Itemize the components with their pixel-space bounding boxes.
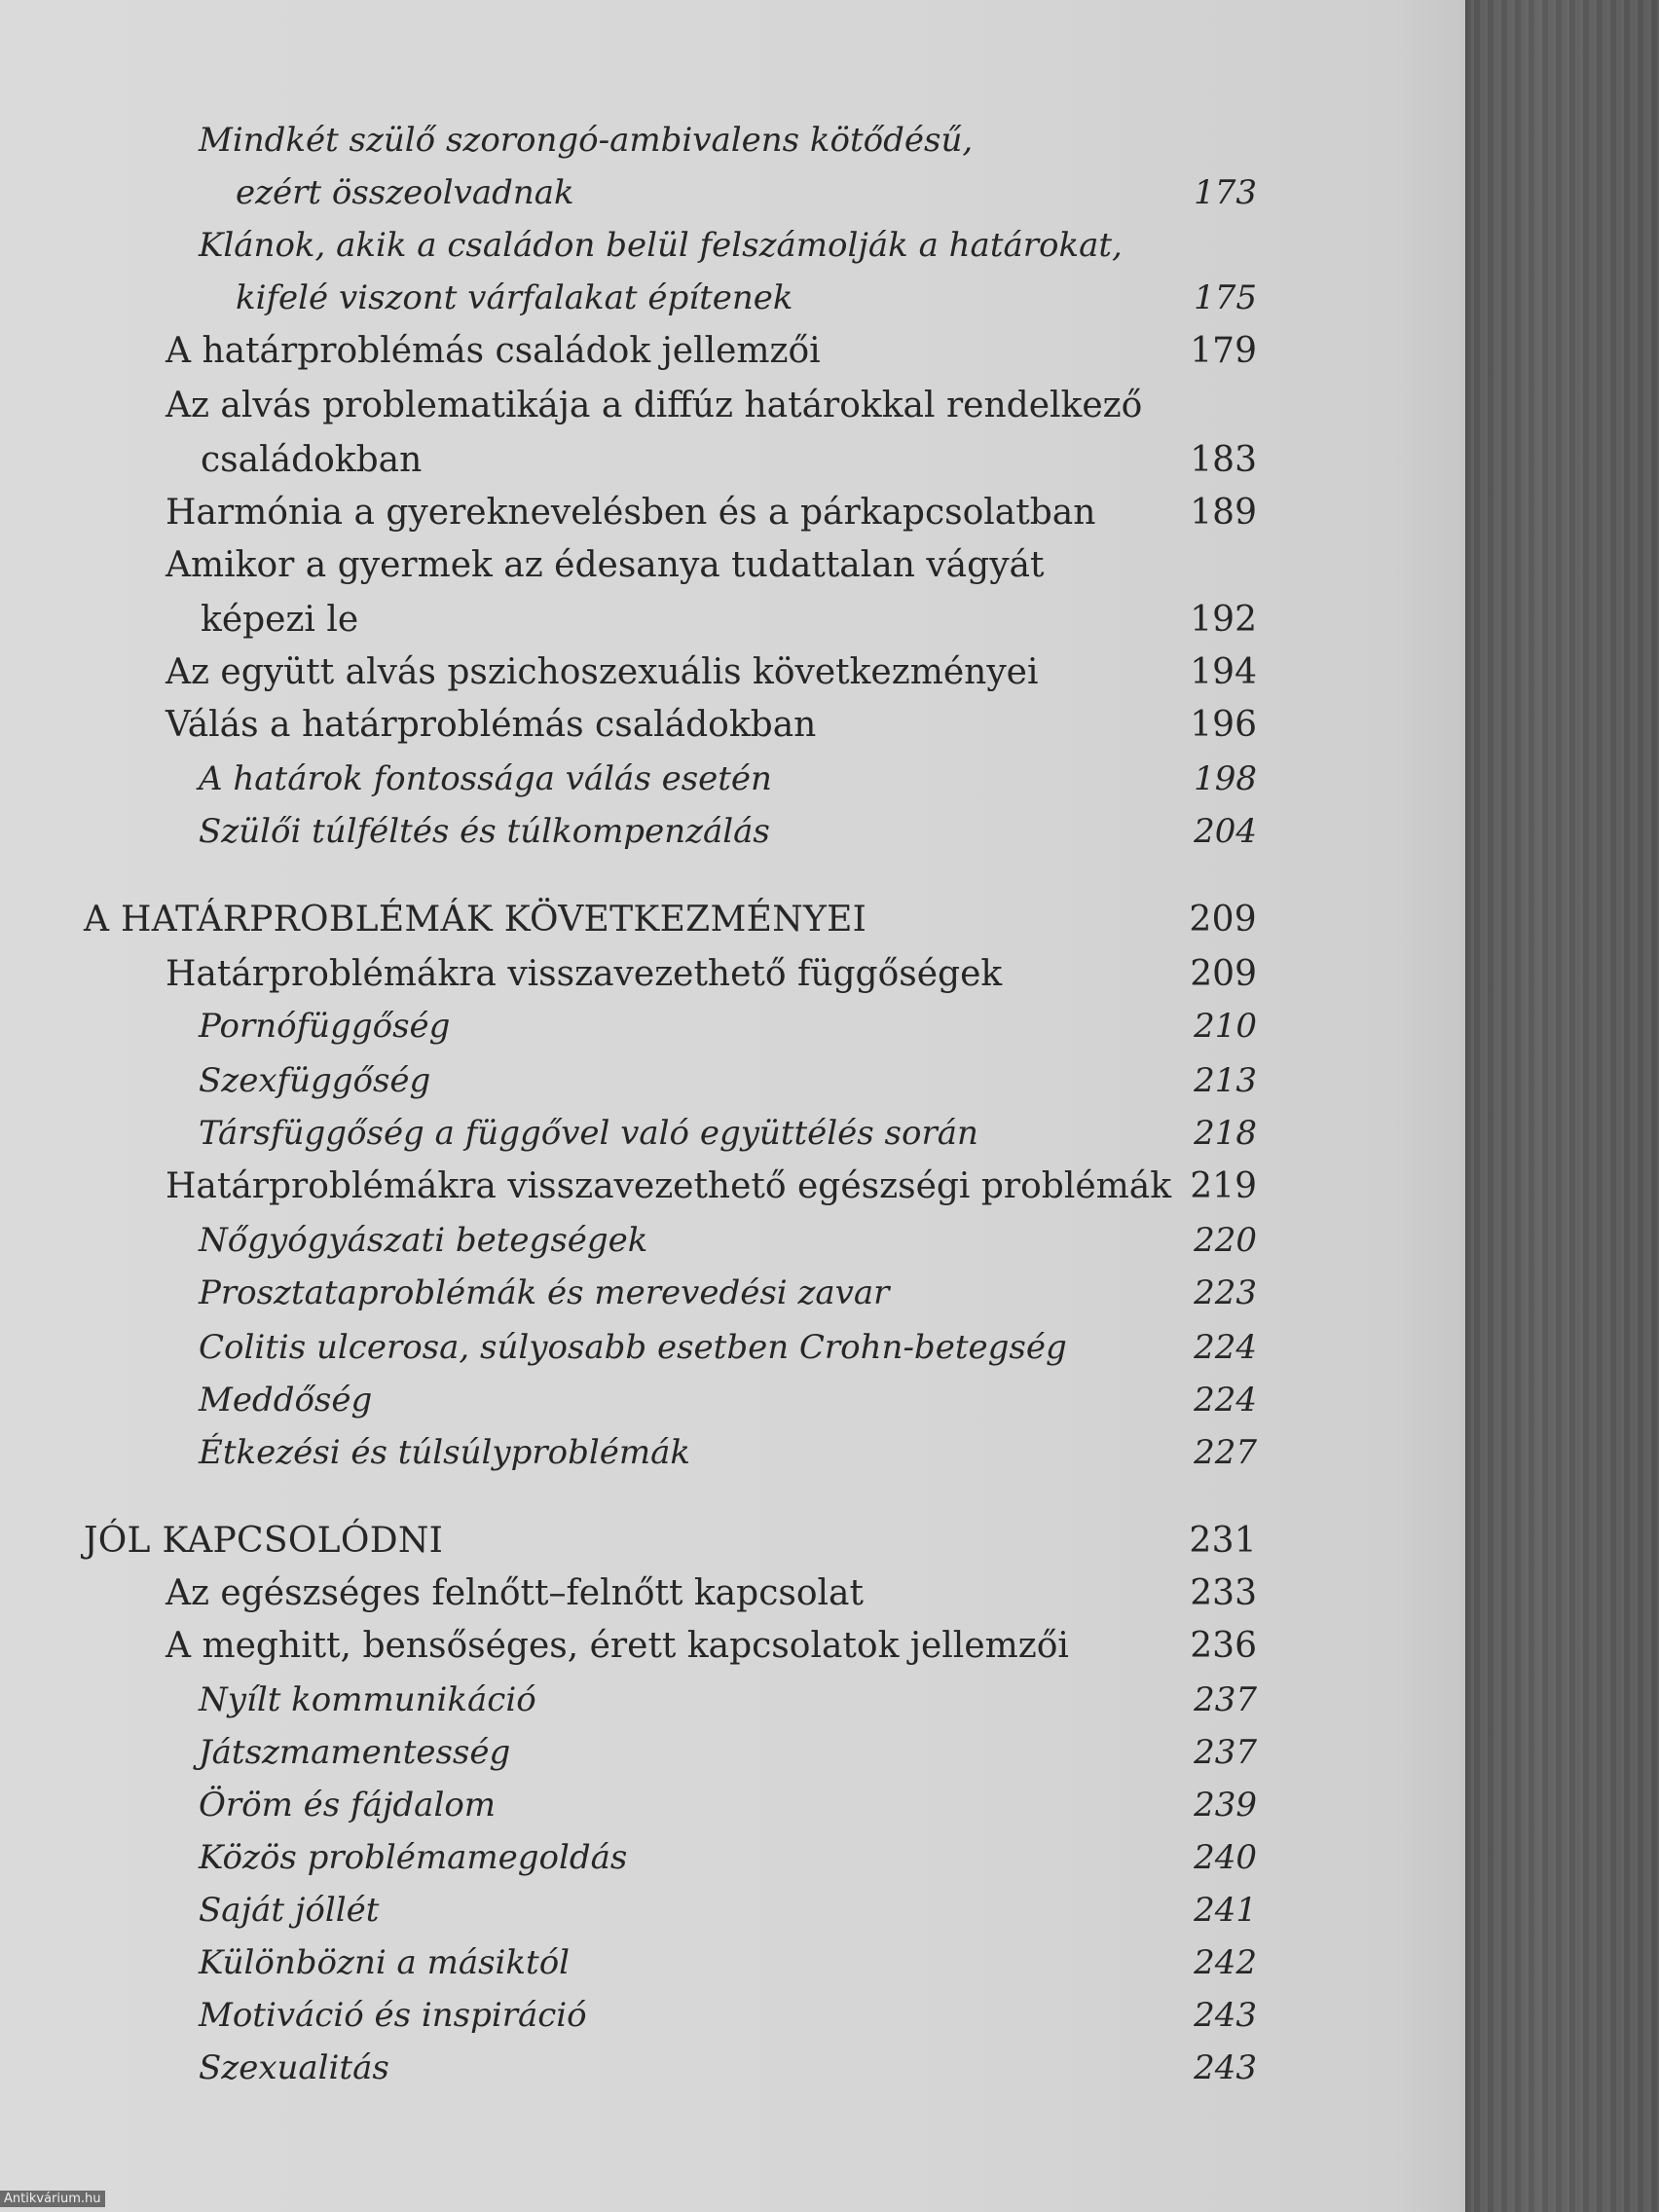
- toc-page-number: 233: [1190, 1573, 1257, 1613]
- toc-entry-title: Harmónia a gyereknevelésben és a párkapcsolatban: [166, 493, 1096, 533]
- toc-page-number: 220: [1194, 1221, 1257, 1260]
- toc-page-number: 219: [1190, 1166, 1257, 1206]
- toc-entry-title: A HATÁRPROBLÉMÁK KÖVETKEZMÉNYEI: [84, 900, 867, 940]
- toc-entry-title: Válás a határproblémás családokban: [166, 705, 817, 745]
- toc-page-number: 239: [1194, 1786, 1257, 1825]
- toc-entry-title: Prosztataproblémák és merevedési zavar: [199, 1273, 890, 1312]
- toc-page-number: 224: [1194, 1381, 1257, 1419]
- toc-page-number: 198: [1194, 759, 1257, 798]
- toc-entry-title: Étkezési és túlsúlyproblémák: [199, 1433, 690, 1472]
- toc-page-number: 179: [1190, 331, 1257, 371]
- toc-entry-title: Az alvás problematikája a diffúz határokkal rendelkező: [166, 386, 1143, 425]
- toc-page-number: 173: [1194, 173, 1257, 212]
- toc-page-number: 192: [1190, 600, 1257, 640]
- toc-entry-title: JÓL KAPCSOLÓDNI: [84, 1521, 444, 1561]
- toc-page-number: 243: [1194, 2048, 1257, 2087]
- toc-page-number: 183: [1190, 440, 1257, 480]
- toc-entry-title: A határproblémás családok jellemzői: [166, 331, 821, 371]
- toc-entry-title: Társfüggőség a függővel való együttélés során: [199, 1114, 978, 1153]
- toc-entry-title: Motiváció és inspiráció: [199, 1996, 587, 2035]
- toc-entry-title: Határproblémákra visszavezethető függőségek: [166, 954, 1003, 994]
- toc-page-number: 242: [1194, 1943, 1257, 1982]
- toc-page-number: 237: [1194, 1680, 1257, 1719]
- toc-entry-title: Nőgyógyászati betegségek: [199, 1221, 648, 1260]
- toc-page-number: 194: [1190, 652, 1257, 692]
- toc-entry-title: Meddőség: [199, 1381, 373, 1419]
- toc-entry-title: ezért összeolvadnak: [236, 173, 574, 212]
- toc-entry-title: Szexualitás: [199, 2048, 389, 2087]
- toc-page-number: 223: [1194, 1273, 1257, 1312]
- toc-page-number: 240: [1194, 1838, 1257, 1877]
- toc-entry-title: Az egészséges felnőtt–felnőtt kapcsolat: [166, 1573, 864, 1613]
- toc-entry-title: Amikor a gyermek az édesanya tudattalan vágyát: [166, 545, 1045, 585]
- toc-page-number: 236: [1190, 1626, 1257, 1666]
- toc-entry-title: Nyílt kommunikáció: [199, 1680, 536, 1719]
- toc-entry-title: Játszmamentesség: [199, 1733, 511, 1772]
- toc-page-number: 189: [1190, 493, 1257, 533]
- toc-page-number: 210: [1194, 1007, 1257, 1046]
- toc-entry-title: Különbözni a másiktól: [199, 1943, 571, 1982]
- toc-entry-title: Pornófüggőség: [199, 1007, 451, 1046]
- toc-page-number: 196: [1190, 705, 1257, 745]
- watermark-label: Antikvárium.hu: [0, 2191, 105, 2207]
- toc-page-number: 224: [1194, 1328, 1257, 1367]
- toc-page-number: 243: [1194, 1996, 1257, 2035]
- wooden-surface: [1457, 0, 1659, 2212]
- toc-page-number: 209: [1190, 954, 1257, 994]
- toc-entry-title: Határproblémákra visszavezethető egészségi problémák: [166, 1166, 1172, 1206]
- toc-page-number: 175: [1194, 278, 1257, 317]
- toc-entry-title: Mindkét szülő szorongó-ambivalens kötődésű,: [199, 121, 974, 160]
- toc-entry-title: Közös problémamegoldás: [199, 1838, 628, 1877]
- toc-entry-title: Az együtt alvás pszichoszexuális következményei: [166, 652, 1039, 692]
- toc-page-number: 241: [1194, 1891, 1257, 1930]
- toc-page-number: 231: [1189, 1521, 1257, 1561]
- toc-entry-title: A határok fontossága válás esetén: [199, 759, 772, 798]
- toc-page-number: 227: [1194, 1433, 1257, 1472]
- toc-entry-title: képezi le: [201, 600, 359, 640]
- toc-entry-title: Szülői túlféltés és túlkompenzálás: [199, 812, 770, 851]
- toc-entry-title: családokban: [201, 440, 423, 480]
- toc-page-number: 213: [1194, 1061, 1257, 1100]
- toc-entry-title: A meghitt, bensőséges, érett kapcsolatok jellemzői: [166, 1626, 1069, 1666]
- toc-page-number: 204: [1194, 812, 1257, 851]
- toc-entry-title: Saját jóllét: [199, 1891, 380, 1930]
- toc-entry-title: Szexfüggőség: [199, 1061, 431, 1100]
- toc-entry-title: kifelé viszont várfalakat építenek: [236, 278, 793, 317]
- toc-page-number: 209: [1189, 900, 1257, 940]
- toc-entry-title: Colitis ulcerosa, súlyosabb esetben Crohn-betegség: [199, 1328, 1067, 1367]
- toc-entry-title: Öröm és fájdalom: [199, 1786, 497, 1825]
- toc-page-number: 218: [1194, 1114, 1257, 1153]
- toc-page-number: 237: [1194, 1733, 1257, 1772]
- toc-entry-title: Klánok, akik a családon belül felszámolják a határokat,: [199, 226, 1123, 265]
